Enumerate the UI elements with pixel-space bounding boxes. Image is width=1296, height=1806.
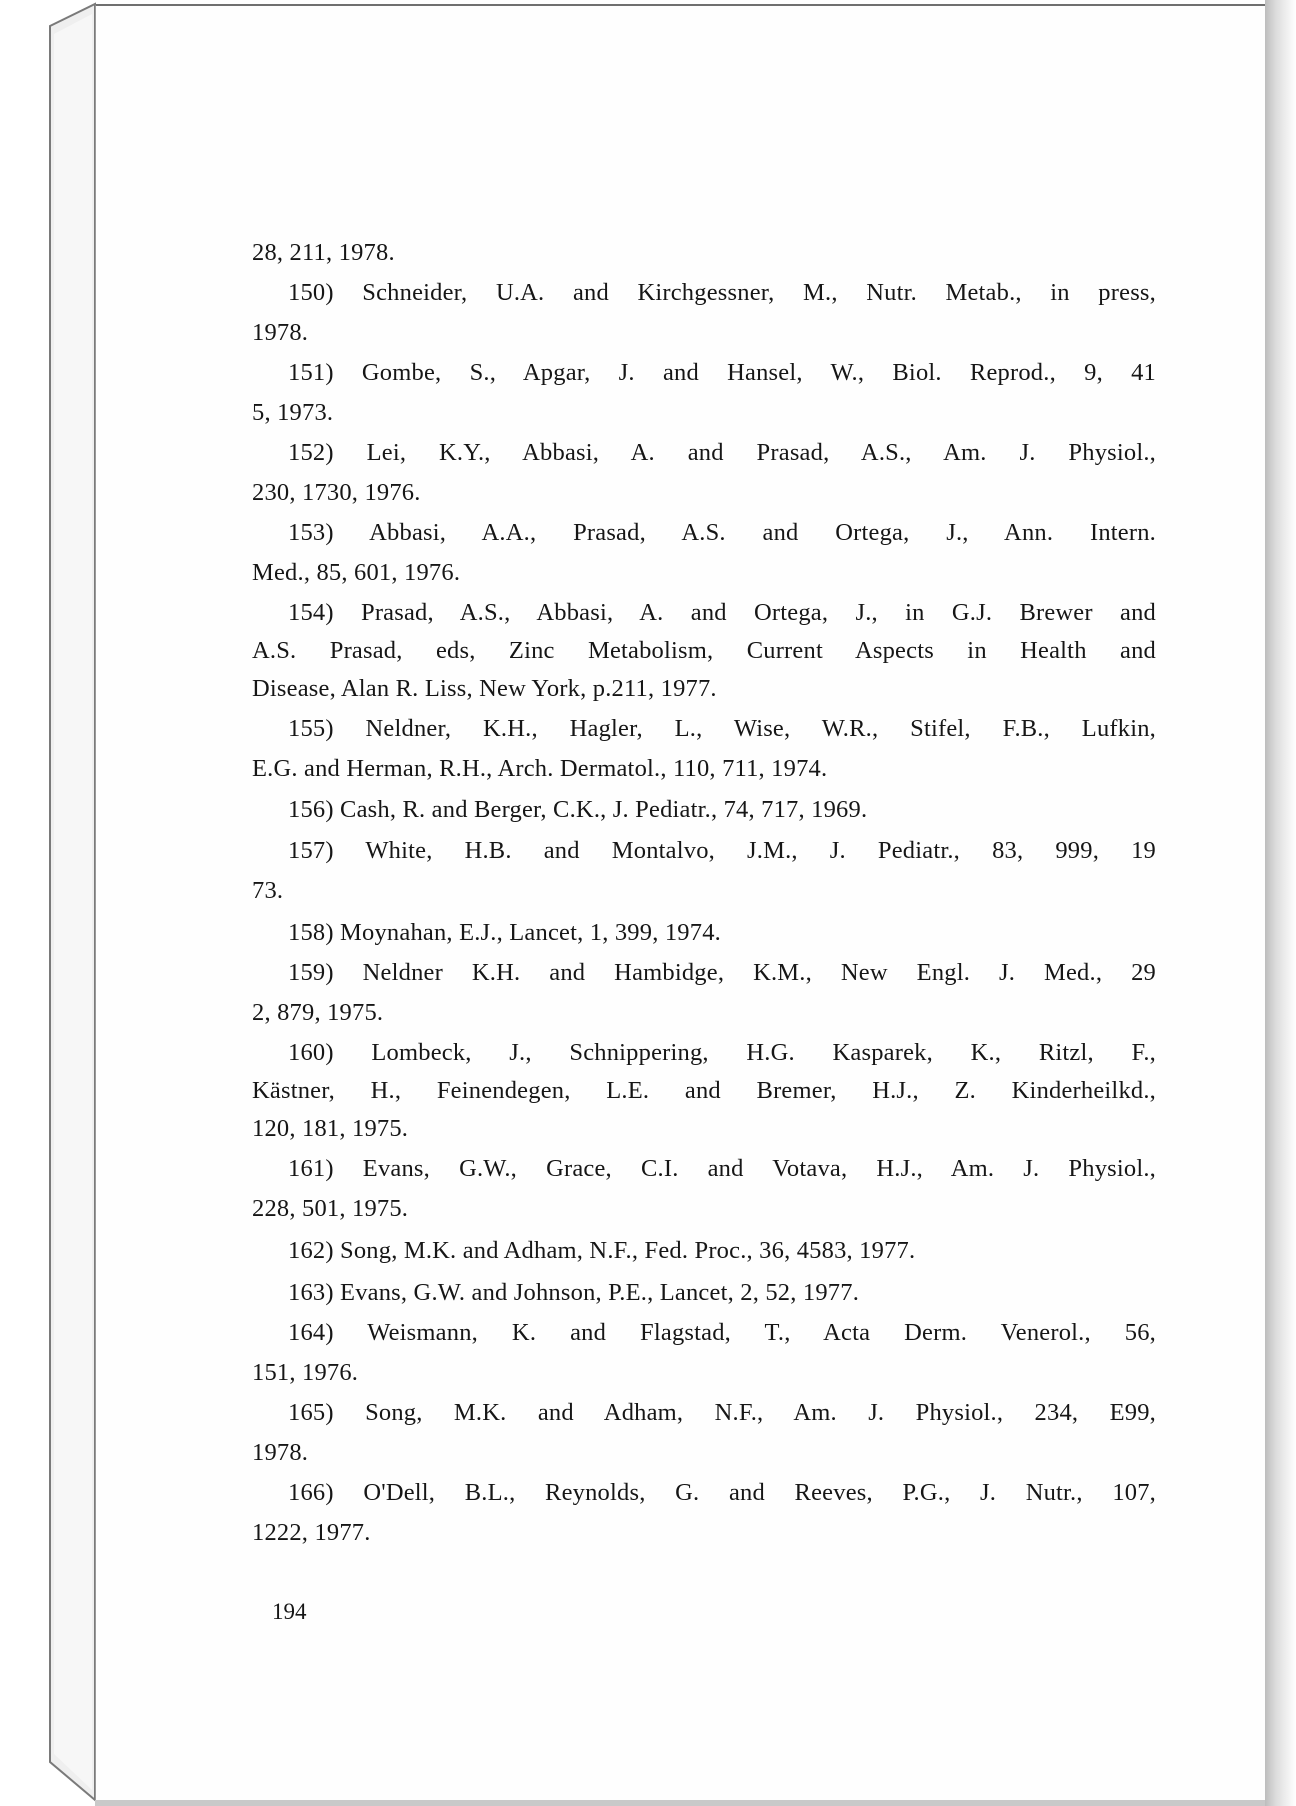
reference-line: 28, 211, 1978. (252, 239, 395, 266)
reference-line: 156) Cash, R. and Berger, C.K., J. Pediatr., 74, 717, 1969. (288, 796, 868, 823)
reference-line: 161) Evans, G.W., Grace, C.I. and Votava, H.J., Am. J. Physiol., (288, 1155, 1156, 1182)
page-number: 194 (272, 1599, 307, 1624)
reference-line: 163) Evans, G.W. and Johnson, P.E., Lancet, 2, 52, 1977. (288, 1279, 860, 1306)
reference-line: 159) Neldner K.H. and Hambidge, K.M., New Engl. J. Med., 29 (288, 959, 1156, 986)
page-right-shadow (1265, 0, 1296, 1806)
reference-line: 164) Weismann, K. and Flagstad, T., Acta Derm. Venerol., 56, (288, 1319, 1156, 1346)
reference-line: 1222, 1977. (252, 1519, 371, 1546)
reference-line: 150) Schneider, U.A. and Kirchgessner, M., Nutr. Metab., in press, (288, 279, 1156, 306)
reference-line: 151) Gombe, S., Apgar, J. and Hansel, W., Biol. Reprod., 9, 41 (288, 359, 1156, 386)
reference-line: Disease, Alan R. Liss, New York, p.211, 1977. (252, 675, 717, 702)
reference-line: 166) O'Dell, B.L., Reynolds, G. and Reeves, P.G., J. Nutr., 107, (288, 1479, 1156, 1506)
reference-line: 1978. (252, 1439, 309, 1466)
reference-line: 230, 1730, 1976. (252, 479, 421, 506)
reference-line: 157) White, H.B. and Montalvo, J.M., J. Pediatr., 83, 999, 19 (288, 837, 1156, 864)
reference-line: 153) Abbasi, A.A., Prasad, A.S. and Ortega, J., Ann. Intern. (288, 519, 1156, 546)
reference-line: 1978. (252, 319, 309, 346)
page-bottom-edge (95, 1800, 1265, 1806)
reference-line: 228, 501, 1975. (252, 1195, 409, 1222)
reference-line: 120, 181, 1975. (252, 1115, 409, 1142)
reference-line: 2, 879, 1975. (252, 999, 384, 1026)
reference-line: 154) Prasad, A.S., Abbasi, A. and Ortega, J., in G.J. Brewer and (288, 599, 1156, 626)
reference-line: 162) Song, M.K. and Adham, N.F., Fed. Proc., 36, 4583, 1977. (288, 1237, 916, 1264)
reference-line: 73. (252, 877, 284, 904)
reference-line: 151, 1976. (252, 1359, 359, 1386)
reference-line: 160) Lombeck, J., Schnippering, H.G. Kasparek, K., Ritzl, F., (288, 1039, 1156, 1066)
reference-line: 5, 1973. (252, 399, 334, 426)
reference-line: 155) Neldner, K.H., Hagler, L., Wise, W.R., Stifel, F.B., Lufkin, (288, 715, 1156, 742)
reference-line: 152) Lei, K.Y., Abbasi, A. and Prasad, A.S., Am. J. Physiol., (288, 439, 1156, 466)
reference-line: A.S. Prasad, eds, Zinc Metabolism, Current Aspects in Health and (252, 637, 1156, 664)
reference-line: Kästner, H., Feinendegen, L.E. and Bremer, H.J., Z. Kinderheilkd., (252, 1077, 1156, 1104)
reference-line: E.G. and Herman, R.H., Arch. Dermatol., 110, 711, 1974. (252, 755, 828, 782)
reference-line: 165) Song, M.K. and Adham, N.F., Am. J. Physiol., 234, E99, (288, 1399, 1156, 1426)
reference-line: 158) Moynahan, E.J., Lancet, 1, 399, 1974. (288, 919, 721, 946)
reference-line: Med., 85, 601, 1976. (252, 559, 461, 586)
